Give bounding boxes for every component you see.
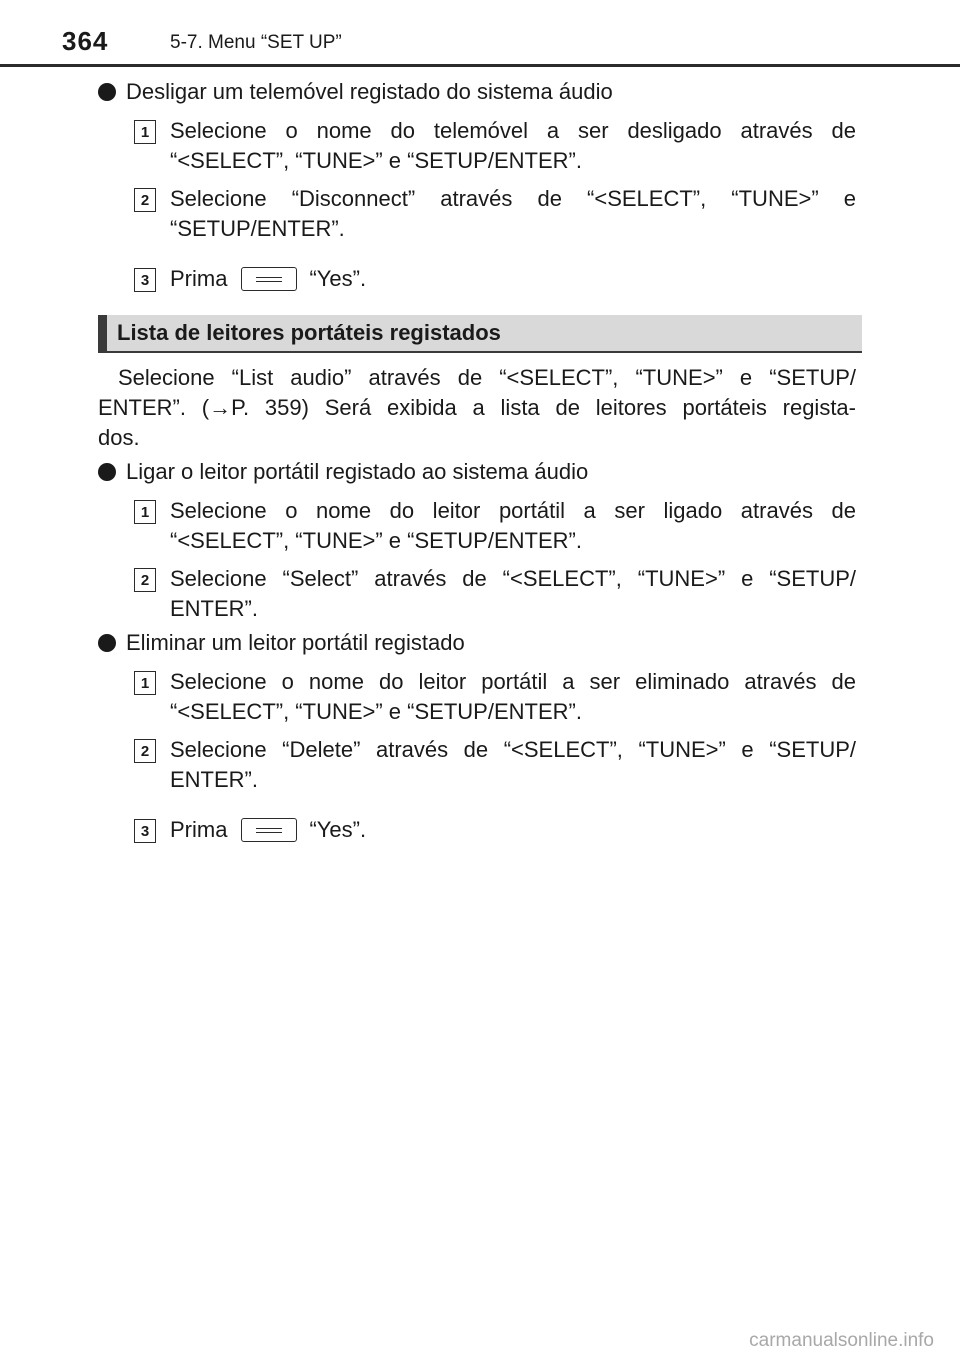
para-line: dos. — [98, 425, 140, 450]
subsection-heading — [98, 315, 862, 353]
step-number-badge: 2 — [134, 568, 156, 592]
step-number-badge: 1 — [134, 120, 156, 144]
step-number-badge: 3 — [134, 268, 156, 292]
step-line: Selecione “Delete” através de “<SELECT”, “TUNE>” e “SETUP/ — [170, 737, 856, 762]
bullet-dot-icon — [98, 83, 116, 101]
step-line: Selecione “Disconnect” através de “<SELECT”, “TUNE>” e — [170, 186, 856, 211]
header-divider — [0, 64, 960, 67]
step-instruction — [170, 264, 856, 294]
step-prefix: Prima — [170, 817, 228, 842]
page-header — [0, 0, 960, 66]
body-paragraph — [98, 363, 856, 453]
bullet-text: Eliminar um leitor portátil registado — [126, 630, 465, 655]
step-number-badge: 2 — [134, 188, 156, 212]
step-number-badge: 1 — [134, 671, 156, 695]
step-instruction — [170, 564, 856, 624]
step-suffix: “Yes”. — [309, 266, 367, 291]
step-line: “<SELECT”, “TUNE>” e “SETUP/ENTER”. — [170, 528, 582, 553]
step-line: “SETUP/ENTER”. — [170, 216, 345, 241]
step-line: Selecione o nome do leitor portátil a ser ligado através de — [170, 498, 856, 523]
subsection-title: Lista de leitores portáteis registados — [117, 320, 501, 345]
watermark: carmanualsonline.info — [749, 1330, 934, 1351]
para-line: ENTER”. (→P. 359) Será exibida a lista de leitores portáteis regista- — [98, 395, 856, 420]
bullet-item — [98, 457, 588, 487]
bullet-item — [98, 77, 613, 107]
step-number-badge: 2 — [134, 739, 156, 763]
step-line: “<SELECT”, “TUNE>” e “SETUP/ENTER”. — [170, 699, 582, 724]
step-line: Selecione o nome do telemóvel a ser desligado através de — [170, 118, 856, 143]
step-line: Selecione “Select” através de “<SELECT”, “TUNE>” e “SETUP/ — [170, 566, 856, 591]
bullet-dot-icon — [98, 634, 116, 652]
back-button-icon — [241, 818, 297, 842]
bullet-text: Desligar um telemóvel registado do sistema áudio — [126, 79, 613, 104]
step-number-badge: 3 — [134, 819, 156, 843]
bullet-text: Ligar o leitor portátil registado ao sistema áudio — [126, 459, 589, 484]
step-line: ENTER”. — [170, 767, 258, 792]
section-title: 5-7. Menu “SET UP” — [170, 32, 342, 53]
step-line: Selecione o nome do leitor portátil a ser eliminado através de — [170, 669, 856, 694]
step-line: “<SELECT”, “TUNE>” e “SETUP/ENTER”. — [170, 148, 582, 173]
step-prefix: Prima — [170, 266, 228, 291]
step-instruction — [170, 735, 856, 795]
step-instruction — [170, 496, 856, 556]
bullet-dot-icon — [98, 463, 116, 481]
bullet-item — [98, 628, 465, 658]
page-number: 364 — [62, 26, 109, 56]
back-button-icon — [241, 267, 297, 291]
step-instruction — [170, 815, 856, 845]
step-number-badge: 1 — [134, 500, 156, 524]
step-suffix: “Yes”. — [309, 817, 367, 842]
para-line: Selecione “List audio” através de “<SELECT”, “TUNE>” e “SETUP/ — [118, 365, 856, 390]
step-instruction — [170, 116, 856, 176]
step-instruction — [170, 184, 856, 244]
step-line: ENTER”. — [170, 596, 258, 621]
step-instruction — [170, 667, 856, 727]
